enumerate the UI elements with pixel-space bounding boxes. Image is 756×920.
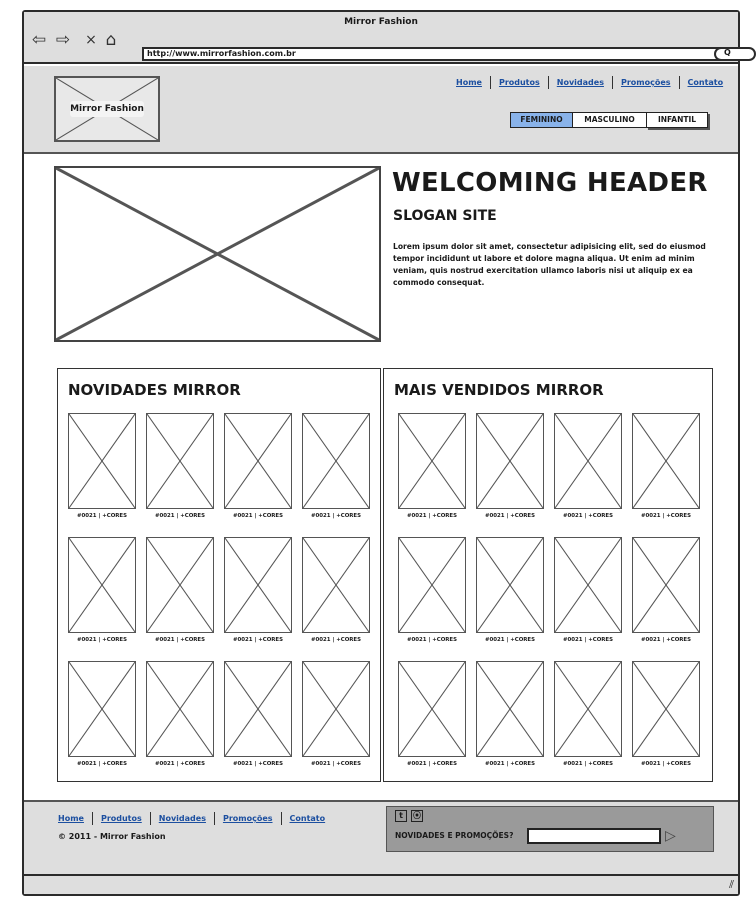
product-card[interactable] [632,661,700,785]
nav-novidades[interactable]: Novidades [548,76,612,89]
hero-image [54,166,381,342]
product-image [224,661,292,757]
product-card[interactable] [224,413,292,537]
product-card[interactable] [302,537,370,661]
newsletter-submit-icon[interactable]: ▷ [665,828,676,844]
close-icon[interactable]: × [85,32,97,48]
product-label: #0021 | +CORES [406,513,457,519]
footer-nav-produtos[interactable]: Produtos [92,812,150,825]
product-card[interactable] [554,413,622,537]
product-label: #0021 | +CORES [562,513,613,519]
image-placeholder-icon [303,414,369,508]
product-label: #0021 | +CORES [640,761,691,767]
image-placeholder-icon [147,538,213,632]
product-label: #0021 | +CORES [232,637,283,643]
product-label: #0021 | +CORES [484,637,535,643]
product-grid [68,413,370,785]
product-image [146,413,214,509]
product-label: #0021 | +CORES [562,761,613,767]
category-tabs [510,112,708,128]
product-card[interactable] [146,661,214,785]
product-image [632,413,700,509]
image-placeholder-icon [303,662,369,756]
product-label: #0021 | +CORES [232,761,283,767]
search-button[interactable] [714,47,756,61]
image-placeholder-icon [69,414,135,508]
product-card[interactable] [224,661,292,785]
product-card[interactable] [68,661,136,785]
image-placeholder-icon [555,662,621,756]
product-image [398,537,466,633]
image-placeholder-icon [477,662,543,756]
product-grid [398,413,700,785]
product-image [224,413,292,509]
product-card[interactable] [476,661,544,785]
footer-nav-contato[interactable]: Contato [281,812,334,825]
product-label: #0021 | +CORES [76,761,127,767]
product-card[interactable] [398,661,466,785]
product-image [68,413,136,509]
product-label: #0021 | +CORES [562,637,613,643]
image-placeholder-icon [147,414,213,508]
rss-icon[interactable]: ⦿ [413,811,421,820]
product-card[interactable] [302,413,370,537]
product-image [302,537,370,633]
product-card[interactable] [476,413,544,537]
product-image [476,413,544,509]
hero-text: Lorem ipsum dolor sit amet, consectetur adipisicing elit, sed do eiusmod tempor incididunt ut labore et dolore magna aliqua. Ut enim ad minim veniam, quis nostrud exercitation ullamco laboris nisi ut aliquip ex ea commodo consequat. [393,242,706,287]
product-label: #0021 | +CORES [640,513,691,519]
tab-masculino[interactable]: MASCULINO [572,112,646,128]
product-image [146,537,214,633]
image-placeholder-icon [147,662,213,756]
image-placeholder-icon [633,538,699,632]
product-image [302,413,370,509]
product-card[interactable] [554,661,622,785]
product-label: #0021 | +CORES [76,637,127,643]
image-placeholder-icon [477,538,543,632]
image-placeholder-icon [225,414,291,508]
product-image [554,537,622,633]
newsletter-label: NOVIDADES E PROMOÇÕES? [395,831,514,840]
product-image [224,537,292,633]
product-card[interactable] [632,537,700,661]
footer-nav [52,812,333,825]
product-label: #0021 | +CORES [154,637,205,643]
product-label: #0021 | +CORES [154,513,205,519]
product-label: #0021 | +CORES [310,761,361,767]
tab-infantil[interactable]: INFANTIL [646,112,708,128]
search-icon: Q [724,48,731,57]
product-label: #0021 | +CORES [640,637,691,643]
product-label: #0021 | +CORES [484,761,535,767]
product-card[interactable] [554,537,622,661]
section-title: MAIS VENDIDOS MIRROR [394,381,604,399]
site-header [24,66,738,154]
browser-titlebar [24,12,738,64]
product-card[interactable] [146,413,214,537]
browser-statusbar [24,874,738,894]
product-image [476,661,544,757]
resize-handle-icon[interactable]: ⫽ [729,878,734,891]
nav-contato[interactable]: Contato [679,76,732,89]
footer-nav-novidades[interactable]: Novidades [150,812,214,825]
welcome-heading: WELCOMING HEADER [392,168,708,198]
product-label: #0021 | +CORES [406,637,457,643]
product-image [398,413,466,509]
product-label: #0021 | +CORES [76,513,127,519]
forward-arrow-icon[interactable]: ⇨ [55,30,71,50]
tab-feminino[interactable]: FEMININO [510,112,572,128]
image-placeholder-icon [56,168,379,340]
product-card[interactable] [68,537,136,661]
site-footer [24,800,738,874]
product-label: #0021 | +CORES [310,513,361,519]
product-label: #0021 | +CORES [310,637,361,643]
nav-home[interactable]: Home [456,78,482,87]
image-placeholder-icon [69,538,135,632]
image-placeholder-icon [225,662,291,756]
nav-promocoes[interactable]: Promoções [612,76,679,89]
image-placeholder-icon [633,414,699,508]
product-label: #0021 | +CORES [406,761,457,767]
product-label: #0021 | +CORES [232,513,283,519]
logo[interactable] [54,76,160,142]
newsletter-box [386,806,714,852]
product-image [554,661,622,757]
product-card[interactable] [146,537,214,661]
social-links [395,810,423,822]
image-placeholder-icon [225,538,291,632]
product-card[interactable] [68,413,136,537]
product-image [302,661,370,757]
product-card[interactable] [224,537,292,661]
product-card[interactable] [476,537,544,661]
product-card[interactable] [302,661,370,785]
logo-label: Mirror Fashion [70,101,144,117]
image-placeholder-icon [555,538,621,632]
product-image [68,537,136,633]
image-placeholder-icon [477,414,543,508]
footer-nav-promocoes[interactable]: Promoções [214,812,281,825]
image-placeholder-icon [555,414,621,508]
novidades-section [57,368,381,782]
newsletter-email-input[interactable] [527,828,661,844]
image-placeholder-icon [633,662,699,756]
product-image [632,661,700,757]
product-image [554,413,622,509]
product-image [476,537,544,633]
slogan: SLOGAN SITE [393,208,497,224]
product-image [632,537,700,633]
mais-vendidos-section [383,368,713,782]
product-card[interactable] [398,537,466,661]
top-nav [448,76,731,89]
product-image [146,661,214,757]
product-card[interactable] [398,413,466,537]
image-placeholder-icon [399,662,465,756]
copyright: © 2011 - Mirror Fashion [58,832,166,841]
back-arrow-icon[interactable]: ⇦ [31,30,47,50]
product-label: #0021 | +CORES [484,513,535,519]
image-placeholder-icon [399,538,465,632]
twitter-icon[interactable]: t [395,810,407,822]
footer-nav-home[interactable]: Home [58,814,84,823]
image-placeholder-icon [69,662,135,756]
address-bar[interactable]: http://www.mirrorfashion.com.br [142,47,732,61]
product-card[interactable] [632,413,700,537]
product-image [398,661,466,757]
window-title: Mirror Fashion [344,17,418,27]
product-label: #0021 | +CORES [154,761,205,767]
home-icon[interactable]: ⌂ [105,30,117,50]
product-image [68,661,136,757]
section-title: NOVIDADES MIRROR [68,381,241,399]
image-placeholder-icon [303,538,369,632]
image-placeholder-icon [399,414,465,508]
nav-produtos[interactable]: Produtos [490,76,548,89]
